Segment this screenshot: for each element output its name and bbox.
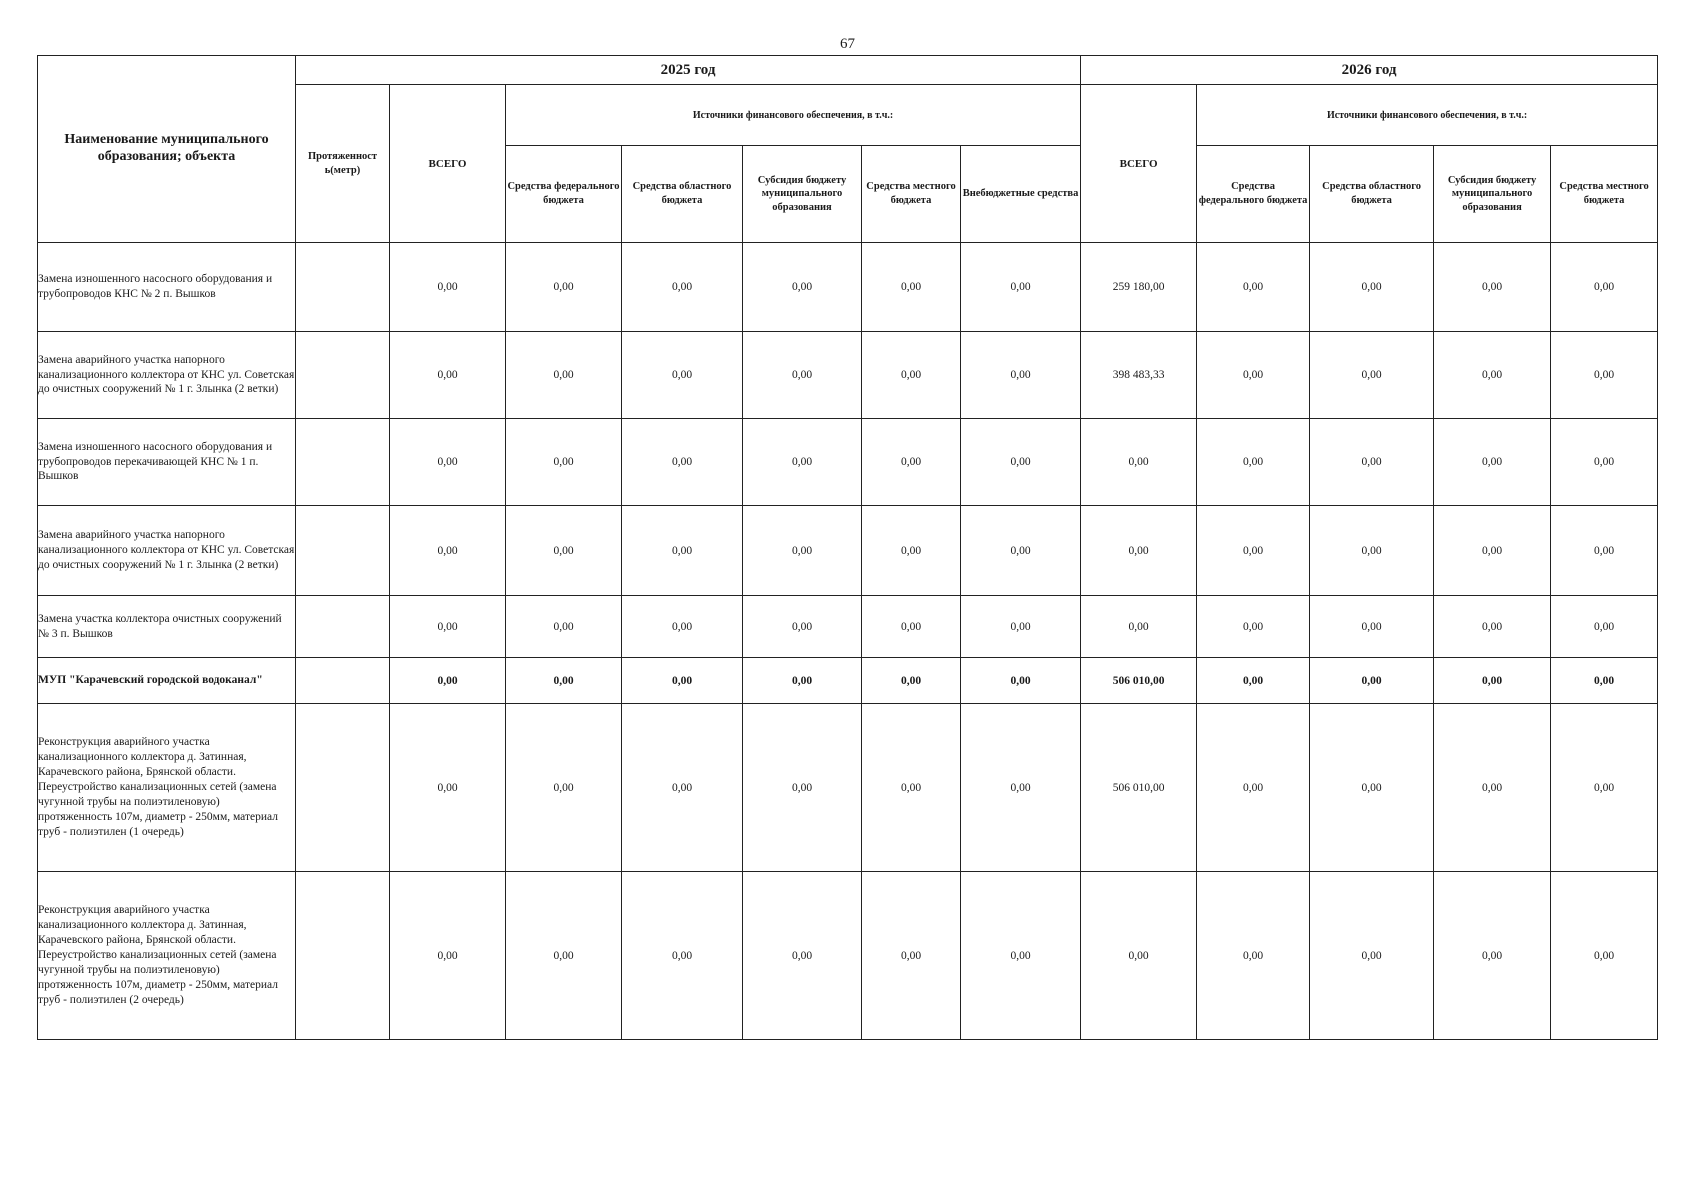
- row-value: 0,00: [390, 704, 506, 872]
- row-value: 0,00: [1081, 596, 1197, 658]
- row-value: 0,00: [390, 872, 506, 1040]
- row-value: 0,00: [1551, 658, 1658, 704]
- header-length: Протяженност ь(метр): [296, 85, 390, 243]
- row-value: 0,00: [390, 332, 506, 419]
- table-row: [38, 332, 1658, 419]
- row-value: 0,00: [506, 872, 622, 1040]
- row-value: 0,00: [1434, 872, 1551, 1040]
- row-value: 0,00: [390, 243, 506, 332]
- header-sources-2025: Источники финансового обеспечения, в т.ч.:: [506, 85, 1081, 146]
- row-value: 0,00: [622, 704, 743, 872]
- table-body: [38, 243, 1658, 1040]
- row-value: 0,00: [1310, 506, 1434, 596]
- row-value: 0,00: [1310, 419, 1434, 506]
- row-value: 0,00: [743, 658, 862, 704]
- table-row: [38, 872, 1658, 1040]
- row-value: 0,00: [622, 872, 743, 1040]
- row-value: 0,00: [862, 332, 961, 419]
- row-value: 0,00: [1434, 658, 1551, 704]
- row-value: 0,00: [1197, 872, 1310, 1040]
- row-length: [296, 243, 390, 332]
- row-value: 0,00: [622, 419, 743, 506]
- row-value: 0,00: [1551, 243, 1658, 332]
- table-row: [38, 596, 1658, 658]
- table-row: [38, 658, 1658, 704]
- row-value: 0,00: [862, 419, 961, 506]
- row-value: 0,00: [390, 419, 506, 506]
- header-year-2026: 2026 год: [1081, 56, 1658, 85]
- row-value: 0,00: [1197, 596, 1310, 658]
- row-value: 0,00: [743, 243, 862, 332]
- row-value: 0,00: [1197, 419, 1310, 506]
- header-total-2026: ВСЕГО: [1081, 85, 1197, 243]
- header-year-2025: 2025 год: [296, 56, 1081, 85]
- row-value: 0,00: [1434, 332, 1551, 419]
- row-value: 0,00: [1081, 506, 1197, 596]
- row-length: [296, 658, 390, 704]
- row-value: 0,00: [961, 419, 1081, 506]
- header-col-2026: Средства местного бюджета: [1551, 146, 1658, 243]
- row-value: 0,00: [390, 658, 506, 704]
- row-value: 0,00: [390, 506, 506, 596]
- row-name: Замена изношенного насосного оборудования и трубопроводов перекачивающей КНС № 1 п. Вышков: [38, 419, 296, 506]
- row-value: 0,00: [862, 243, 961, 332]
- row-value: 0,00: [862, 872, 961, 1040]
- row-value: 0,00: [622, 596, 743, 658]
- budget-table: [37, 55, 1658, 1040]
- row-value: 0,00: [961, 506, 1081, 596]
- row-value: 0,00: [1551, 506, 1658, 596]
- row-value: 398 483,33: [1081, 332, 1197, 419]
- row-value: 0,00: [1551, 419, 1658, 506]
- header-sources-2026: Источники финансового обеспечения, в т.ч.:: [1197, 85, 1658, 146]
- row-value: 0,00: [506, 332, 622, 419]
- row-value: 0,00: [961, 658, 1081, 704]
- row-value: 0,00: [1081, 419, 1197, 506]
- row-value: 0,00: [1310, 704, 1434, 872]
- row-length: [296, 419, 390, 506]
- header-name: Наименование муниципального образования; объекта: [38, 56, 296, 243]
- table-row: [38, 506, 1658, 596]
- header-col-2025: Средства федерального бюджета: [506, 146, 622, 243]
- row-value: 0,00: [862, 658, 961, 704]
- header-col-2025: Субсидия бюджету муниципального образования: [743, 146, 862, 243]
- row-value: 0,00: [1081, 872, 1197, 1040]
- row-value: 0,00: [1310, 872, 1434, 1040]
- row-value: 0,00: [961, 872, 1081, 1040]
- header-col-2025: Внебюджетные средства: [961, 146, 1081, 243]
- row-value: 0,00: [622, 658, 743, 704]
- row-value: 0,00: [862, 506, 961, 596]
- row-value: 0,00: [961, 332, 1081, 419]
- row-name: Замена аварийного участка напорного канализационного коллектора от КНС ул. Советская до очистных сооружений № 1 г. Злынка (2 ветки): [38, 506, 296, 596]
- row-value: 0,00: [622, 506, 743, 596]
- row-value: 506 010,00: [1081, 658, 1197, 704]
- row-value: 0,00: [961, 704, 1081, 872]
- row-name: Замена изношенного насосного оборудования и трубопроводов КНС № 2 п. Вышков: [38, 243, 296, 332]
- table-row: [38, 419, 1658, 506]
- row-value: 0,00: [743, 596, 862, 658]
- row-name: Реконструкция аварийного участка канализационного коллектора д. Затинная, Карачевского района, Брянской области. Переустройство канализационных сетей (замена чугунной трубы на полиэтиленовую) протяженность 107м, диаметр - 250мм, материал труб - полиэтилен (1 очередь): [38, 704, 296, 872]
- row-value: 0,00: [1310, 596, 1434, 658]
- row-value: 506 010,00: [1081, 704, 1197, 872]
- row-value: 0,00: [1197, 243, 1310, 332]
- row-value: 0,00: [506, 704, 622, 872]
- header-total-2025: ВСЕГО: [390, 85, 506, 243]
- row-name: Замена участка коллектора очистных сооружений № 3 п. Вышков: [38, 596, 296, 658]
- row-value: 0,00: [743, 332, 862, 419]
- row-value: 0,00: [743, 872, 862, 1040]
- row-value: 0,00: [1434, 596, 1551, 658]
- row-value: 0,00: [1551, 596, 1658, 658]
- row-value: 0,00: [1434, 419, 1551, 506]
- row-length: [296, 332, 390, 419]
- row-value: 0,00: [506, 419, 622, 506]
- row-value: 0,00: [1197, 506, 1310, 596]
- row-value: 0,00: [743, 704, 862, 872]
- row-value: 0,00: [1197, 704, 1310, 872]
- row-value: 0,00: [961, 596, 1081, 658]
- row-value: 0,00: [506, 506, 622, 596]
- row-name: Реконструкция аварийного участка канализационного коллектора д. Затинная, Карачевского района, Брянской области. Переустройство канализационных сетей (замена чугунной трубы на полиэтиленовую) протяженность 107м, диаметр - 250мм, материал труб - полиэтилен (2 очередь): [38, 872, 296, 1040]
- row-value: 0,00: [862, 704, 961, 872]
- row-value: 0,00: [622, 243, 743, 332]
- row-value: 0,00: [506, 596, 622, 658]
- row-value: 0,00: [1310, 332, 1434, 419]
- row-name: Замена аварийного участка напорного канализационного коллектора от КНС ул. Советская до очистных сооружений № 1 г. Злынка (2 ветки): [38, 332, 296, 419]
- row-value: 0,00: [1551, 704, 1658, 872]
- table-row: [38, 704, 1658, 872]
- row-value: 0,00: [862, 596, 961, 658]
- table-row: [38, 243, 1658, 332]
- row-value: 0,00: [1434, 243, 1551, 332]
- page-number: 67: [840, 36, 855, 52]
- row-value: 0,00: [1197, 658, 1310, 704]
- row-name: МУП "Карачевский городской водоканал": [38, 658, 296, 704]
- row-length: [296, 596, 390, 658]
- row-value: 0,00: [743, 506, 862, 596]
- row-value: 0,00: [743, 419, 862, 506]
- row-value: 0,00: [1551, 872, 1658, 1040]
- row-value: 0,00: [1434, 704, 1551, 872]
- row-value: 0,00: [961, 243, 1081, 332]
- row-length: [296, 704, 390, 872]
- row-value: 259 180,00: [1081, 243, 1197, 332]
- header-col-2026: Субсидия бюджету муниципального образования: [1434, 146, 1551, 243]
- row-value: 0,00: [1434, 506, 1551, 596]
- row-value: 0,00: [622, 332, 743, 419]
- row-value: 0,00: [1197, 332, 1310, 419]
- header-col-2026: Средства федерального бюджета: [1197, 146, 1310, 243]
- row-value: 0,00: [1551, 332, 1658, 419]
- header-col-2026: Средства областного бюджета: [1310, 146, 1434, 243]
- row-value: 0,00: [1310, 658, 1434, 704]
- row-value: 0,00: [506, 243, 622, 332]
- row-value: 0,00: [1310, 243, 1434, 332]
- row-value: 0,00: [506, 658, 622, 704]
- row-length: [296, 506, 390, 596]
- header-col-2025: Средства областного бюджета: [622, 146, 743, 243]
- row-value: 0,00: [390, 596, 506, 658]
- row-length: [296, 872, 390, 1040]
- header-col-2025: Средства местного бюджета: [862, 146, 961, 243]
